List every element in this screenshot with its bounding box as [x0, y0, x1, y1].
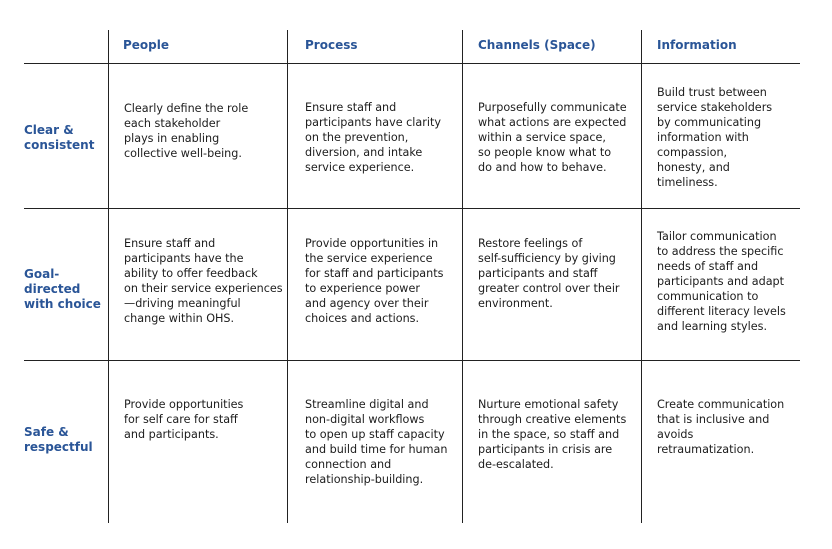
cell-clear-people: Clearly define the role each stakeholder plays in enabling collective well-being. — [124, 102, 249, 160]
row-divider — [24, 208, 800, 209]
cell-goal-channels: Restore feelings of self-sufficiency by giving participants and staff greater control over their environment. — [478, 237, 620, 310]
cell-safe-people: Provide opportunities for self care for staff and participants. — [124, 398, 244, 441]
cell-safe-process: Streamline digital and non-digital workflows to open up staff capacity and build time for human connection and relationship-building. — [305, 398, 448, 486]
cell-goal-information: Tailor communication to address the specific needs of staff and participants and adapt communication to different literacy levels and learning styles. — [657, 230, 786, 333]
column-divider — [641, 30, 642, 523]
cell-clear-information: Build trust between service stakeholders by communicating information with compassion, honesty, and timeliness. — [657, 86, 773, 189]
row-divider — [24, 360, 800, 361]
row-header-safe-respectful: Safe & respectful — [24, 425, 93, 454]
cell-clear-channels: Purposefully communicate what actions are expected within a service space, so people know what to do and how to behave. — [478, 101, 627, 174]
cell-safe-channels: Nurture emotional safety through creative elements in the space, so staff and participants in crisis are de-escalated. — [478, 398, 627, 471]
column-divider — [287, 30, 288, 523]
row-header-goal-directed: Goal- directed with choice — [24, 267, 101, 311]
row-header-clear-consistent: Clear & consistent — [24, 123, 95, 152]
cell-clear-process: Ensure staff and participants have clarity on the prevention, diversion, and intake service experience. — [305, 101, 441, 174]
column-header-channels: Channels (Space) — [478, 38, 596, 52]
column-header-process: Process — [305, 38, 358, 52]
cell-goal-people: Ensure staff and participants have the ability to offer feedback on their service experiences —driving meaningful change within OHS. — [124, 237, 283, 325]
cell-safe-information: Create communication that is inclusive and avoids retraumatization. — [657, 398, 785, 456]
column-header-people: People — [123, 38, 170, 52]
column-header-information: Information — [657, 38, 737, 52]
column-divider — [462, 30, 463, 523]
header-divider — [24, 63, 800, 64]
column-divider — [108, 30, 109, 523]
cell-goal-process: Provide opportunities in the service experience for staff and participants to experience power and agency over their choices and actions. — [305, 237, 444, 325]
